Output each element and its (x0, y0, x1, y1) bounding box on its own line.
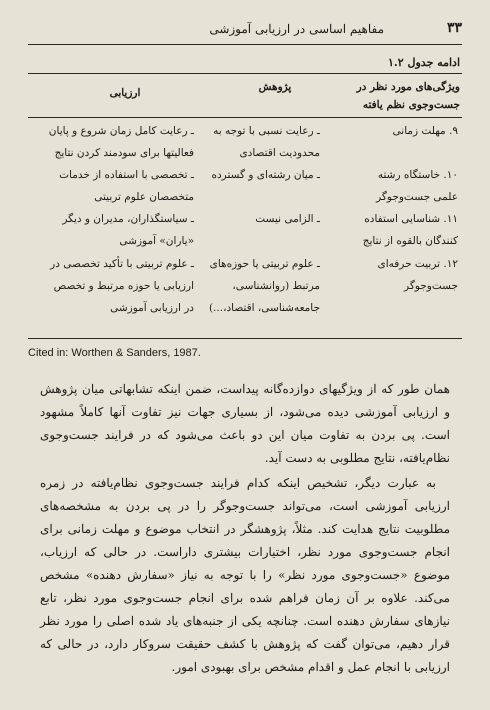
table-header-rule (28, 117, 462, 118)
table-citation: Cited in: Worthen & Sanders, 1987. (28, 347, 201, 359)
table-cell-evaluation: ـ تخصصی با استفاده از خدمات متخصصان علوم تربیتی (59, 169, 194, 203)
table-cell-research: ـ رعایت نسبی با توجه به محدودیت اقتصادی (213, 125, 320, 159)
body-paragraph: همان طور که از ویژگیهای دوازده‌گانه پیداست، ضمن اینکه تشابهاتی میان پژوهش و ارزیابی آموزشی دیده می‌شود، از بسیاری جهات نیز تفاوت آنها کاملاً مشهود است. پی بردن به تفاوت میان این دو باعث می‌شود که در فرایند جست‌وجوی نظام‌یافته، نتایج مطلوبی به دست آید. (40, 382, 450, 465)
table-cell-feature: ۹. مهلت زمانی (392, 125, 458, 137)
header-rule (28, 44, 462, 45)
page-header (28, 20, 462, 40)
column-header-research: پژوهش (258, 81, 292, 93)
table-cell-research: ـ الزامی نیست (255, 213, 320, 225)
table-cell-research: ـ علوم تربیتی یا حوزه‌های مرتبط (روانشناسی، جامعه‌شناسی، اقتصاد،...) (208, 258, 320, 314)
page-number: ۳۳ (446, 20, 462, 36)
table-cell-evaluation: ـ علوم تربیتی با تأکید تخصصی در ارزیابی یا حوزه مرتبط و تخصص در ارزیابی آموزشی (50, 258, 194, 314)
column-header-evaluation: ارزیابی (109, 87, 141, 99)
body-paragraph: به عبارت دیگر، تشخیص اینکه کدام فرایند جست‌وجوی نظام‌یافته در زمره ارزیابی آموزشی است، می‌تواند جست‌وجوگر را در پی بردن به مشخصه‌های مطلوبیت نتایج هدایت کند. مثلاً، پژوهشگر در انتخاب موضوع و مهلت زمانی برای انجام جست‌وجوی مورد نظر، اختیارات بیشتری داراست. در حالی که ارزیاب، موضوع «جست‌وجوی مورد نظر» را با توجه به نیاز «سفارش دهنده» مشخص می‌کند. علاوه بر آن زمان فراهم شده برای انجام جست‌وجوی مورد نظر، تابع نیازهای سفارش دهنده است. چنانچه یکی از جنبه‌های یاد شده اصلی را مورد نظر قرار دهیم، می‌توان گفت که پژوهش با کشف حقیقت سروکار دارد، در حالی که ارزیابی با انجام عمل و اقدام مشخص برای بهبودی امور. (40, 476, 451, 674)
table-caption: ادامه جدول ۱.۲ (388, 56, 460, 69)
table-cell-feature: ۱۰. خاستگاه رشته علمی جست‌وجوگر (376, 169, 458, 203)
table-top-rule (28, 73, 462, 74)
table-cell-feature: ۱۱. شناسایی استفاده کنندگان بالقوه از نتایج (362, 213, 458, 247)
table-cell-feature: ۱۲. تربیت حرفه‌ای جست‌وجوگر (377, 258, 458, 292)
column-header-features: ویژگی‌های مورد نظر در جست‌وجوی نظم یافته (356, 81, 460, 111)
table-cell-evaluation: ـ رعایت کامل زمان شروع و پایان فعالیتها برای سودمند کردن نتایج (48, 125, 194, 159)
table-cell-evaluation: ـ سیاستگذاران، مدیران و دیگر «یاران» آموزشی (62, 213, 194, 247)
running-title: مفاهیم اساسی در ارزیابی آموزشی (209, 22, 384, 36)
table-cell-research: ـ میان رشته‌ای و گسترده (211, 169, 320, 181)
table-bottom-rule (28, 338, 462, 339)
